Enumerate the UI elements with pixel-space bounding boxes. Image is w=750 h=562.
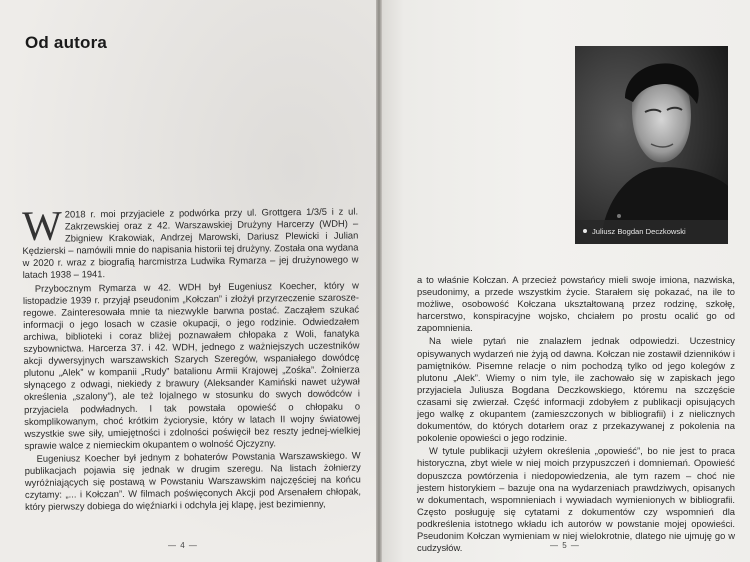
- drop-cap: W: [21, 203, 63, 250]
- photo-caption: [575, 220, 728, 244]
- portrait-image: [575, 46, 728, 244]
- portrait-photo: [575, 46, 728, 244]
- paragraph: [22, 205, 359, 281]
- caption-text: Juliusz Bogdan Deczkowski: [592, 227, 686, 236]
- paragraph: Eugeniusz Koecher był jednym z bohaterów Powstania Warszawskiego. W publikacjach pojawia się jednak w drugim szeregu. Na listach żołnierzy wyróżniających się postawą w Powstaniu Warszawskim najczęściej na końcu czytamy: „... i Kołczan”. W filmach poświęconych Akcji pod Arsenałem chłopak, który pierwszy dobiega do więźniarki i odchyla jej klapę, jest bezimienny,: [24, 449, 362, 513]
- page-heading: Od autora: [25, 33, 108, 52]
- page-number: — 4 —: [168, 541, 198, 550]
- paragraph: Na wiele pytań nie znalazłem jednak odpowiedzi. Uczestnicy opisywanych wydarzeń nie żyją od dawna. Kołczan nie zostawił dzienników i pamiętników. Pisemne relacje o nim pochodzą tylko od jego kolegów z plutonu „Alek”. Wiemy o nim tyle, ile zachowało się w zapiskach jego przyjaciela Juliusza Bogdana Deczkowskiego, któremu na szczęście czasami się zwierzał. Część informacji zdobyłem z publikacji opisujących jego walkę z okupantem (zamieszczonych w bibliografii) i z nielicznych dokumentów, do których dotarłem oraz z przekazywanej z pokolenia na pokolenie opowieści o jego rodzinie.: [417, 335, 735, 444]
- paragraph: W tytule publikacji użyłem określenia „opowieść”, bo nie jest to praca historyczna, zbyt wiele w niej moich przypuszczeń i domniemań. Opowieść dopuszcza powtórzenia i niedopowiedzenia, ale tym razem – choć nie jestem historykiem – bazuje ona na wydarzeniach prawdziwych, opisanych w dokumentach, wspomnieniach i wywiadach wymienionych w bibliografii. Często posługuję się cytatami z dokumentów czy wspomnień dla podkreślenia istotnego wkładu ich autorów w powstanie mojej opowieści. Pseudonim Kołczan wymieniam w niej wielokrotnie, dlatego nie ujmuję go w cudzysłów.: [417, 445, 735, 554]
- left-text-column: [22, 205, 361, 514]
- bullet-icon: [583, 229, 587, 233]
- paragraph-text: 2018 r. moi przyjaciele z podwórka przy ul. Grottgera 1/3/5 i z ul. Zakrzewskiej oraz z 42. Warszawskiej Drużyny Harcerzy (WDH) – Zbigniew Krakowiak, Andrzej Marowski, Dariusz Plewicki i Julian Kędzierski – namówili mnie do napisania historii tej drużyny. Została ona wydana w 2020 r. wraz z biografią harcmistrza Ludwika Rymarza – jej drużynowego w latach 1938 – 1941.: [22, 205, 359, 281]
- paragraph: Przybocznym Rymarza w 42. WDH był Eugeniusz Koecher, który w listopadzie 1939 r. przyjął pseudonim „Kołczan” i złożył przyrzeczenie szarosze-regowe. Zainteresowała mnie ta niezwykle barwna postać. Zacząłem szukać informacji o jego losach w czasie okupacji, o jego rodzinie. Odwiedzałem archiwa, biblioteki i coraz bliżej poznawałem chłopaka z Woli, fanatyka szybownictwa. Harcerza 37. i 42. WDH, jednego z ważniejszych uczestników akcji dywersyjnych warszawskich Szarych Szeregów, wspaniałego dowódcę plutonu „Alek” w kompanii „Rudy” batalionu Armii Krajowej „Zośka”. Żołnierza słynącego z odwagi, niekiedy z brawury (Aleksander Kamiński nawet używał określenia „szalony”), ale też lojalnego w stosunku do swych dowódców i przyjaciela podwładnych. I tak powstała opowieść o chłopaku o skomplikowanym, choć krótkim życiorysie, który w latach II wojny światowej wszystkie swe siły, umiejętności i zdolności poświęcił bez reszty jednej-wielkiej sprawie walce z niemieckim okupantem o wolność Ojczyzny.: [22, 279, 361, 451]
- page-number: — 5 —: [550, 541, 580, 550]
- right-page: [382, 0, 750, 562]
- right-text-column: [417, 274, 735, 555]
- paragraph: a to właśnie Kołczan. A przecież powstańcy mieli swoje imiona, nazwiska, pseudonimy, a przede wszystkim życie. Starałem się pokazać, na ile to możliwe, osobowość Kołczana ukształtowaną przez rodzinę, szkołę, harcerstwo, konspiracyjne wojsko, chciałem po prostu ocalić go od zapomnienia.: [417, 274, 735, 334]
